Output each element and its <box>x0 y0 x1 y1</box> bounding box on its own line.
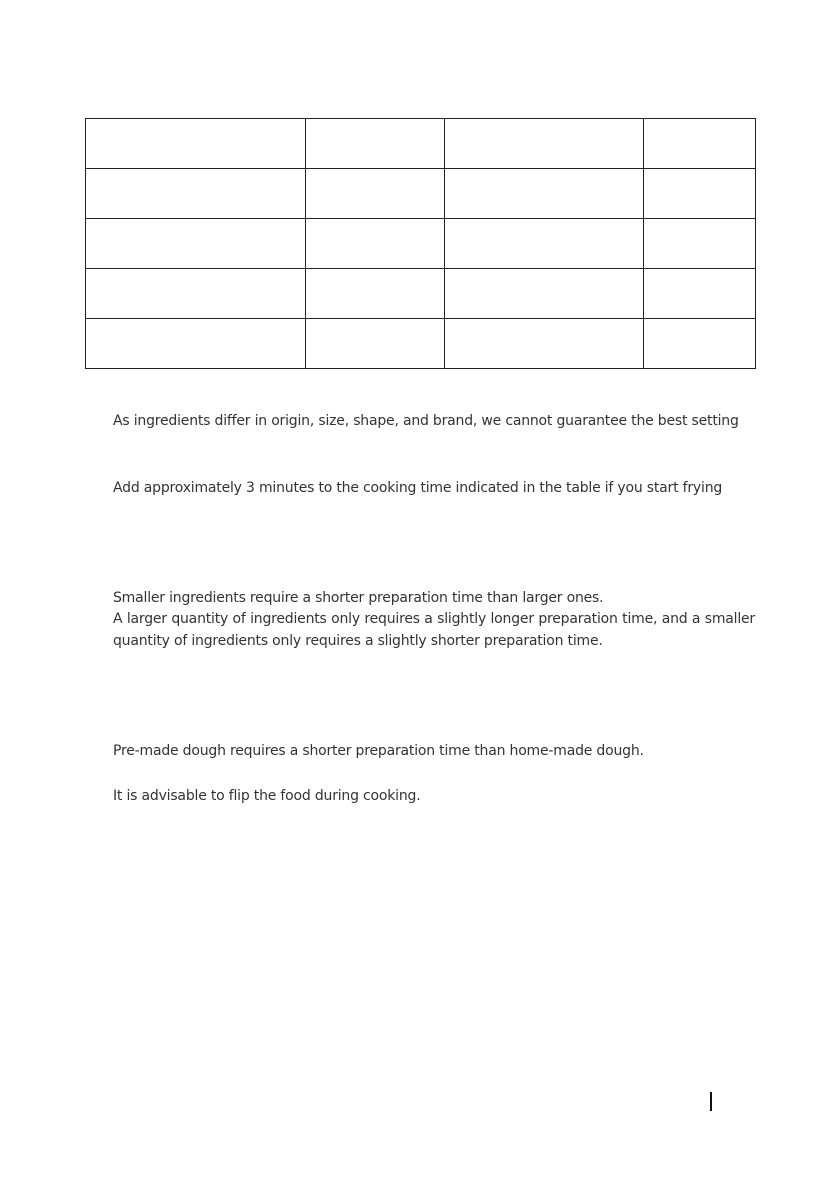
table-cell <box>444 269 643 319</box>
table-cell <box>444 219 643 269</box>
table-cell <box>643 119 755 169</box>
table-cell <box>444 319 643 369</box>
table-row <box>86 269 756 319</box>
table-cell <box>444 169 643 219</box>
table-cell <box>643 319 755 369</box>
dough-note: Pre-made dough requires a shorter preparation time than home-made dough. <box>113 743 644 759</box>
table-cell <box>643 169 755 219</box>
table-row <box>86 319 756 369</box>
table-cell <box>306 219 444 269</box>
table-cell <box>86 119 306 169</box>
table-cell <box>86 169 306 219</box>
smaller-ingredients-note: Smaller ingredients require a shorter preparation time than larger ones. <box>113 590 604 606</box>
table-cell <box>643 269 755 319</box>
table-cell <box>86 219 306 269</box>
table-cell <box>306 119 444 169</box>
table-cell <box>444 119 643 169</box>
quantity-note: A larger quantity of ingredients only requires a slightly longer preparation time, and a smaller quantity of ingredients only requires a slightly shorter preparation time. <box>113 611 755 649</box>
cooking-table <box>85 118 756 369</box>
table-cell <box>306 319 444 369</box>
table-cell <box>86 319 306 369</box>
ingredients-note: As ingredients differ in origin, size, shape, and brand, we cannot guarantee the best setting <box>113 413 739 429</box>
table-cell <box>643 219 755 269</box>
table-row <box>86 119 756 169</box>
table-row <box>86 219 756 269</box>
table-cell <box>86 269 306 319</box>
page-number-marker <box>710 1092 712 1111</box>
table-cell <box>306 169 444 219</box>
table-row <box>86 169 756 219</box>
cooking-time-note: Add approximately 3 minutes to the cooking time indicated in the table if you start frying <box>113 480 723 496</box>
flip-note: It is advisable to flip the food during cooking. <box>113 788 421 804</box>
table-cell <box>306 269 444 319</box>
